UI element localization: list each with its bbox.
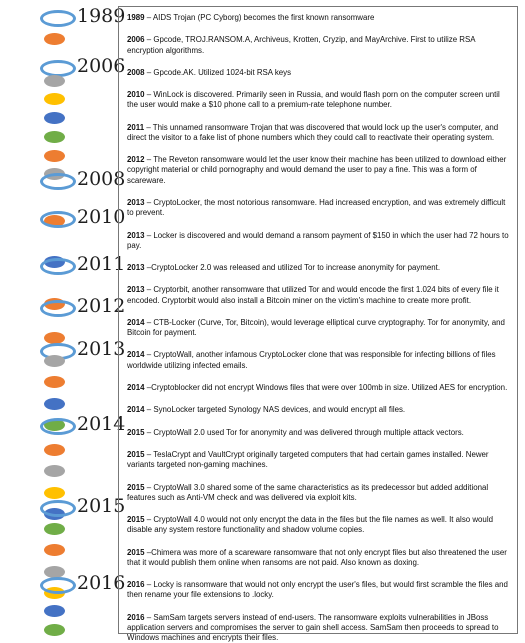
ransomware-dot [44,444,65,456]
entry-text: – SynoLocker targeted Synology NAS devices, and would encrypt all files. [144,405,406,415]
year-marker-ring [40,577,76,594]
entry-text: –Cryptoblocker did not encrypt Windows files that were over 100mb in size. Utilized AES for encryption. [144,382,508,392]
timeline-entry [127,613,509,643]
entry-text: – Locky is ransomware that would not only encrypt the user's files, but would first scramble the files and then rename your file extensions to .locky. [127,580,508,600]
timeline-description-card [118,6,518,642]
entry-text: – This unnamed ransomware Trojan that was discovered that would lock up the user's computer, and direct the visitor to a fake list of phone numbers which they could call to reactivate their operating system. [127,122,499,142]
entry-text: – CryptoLocker, the most notorious ransomware. Had increased encryption, and was extremely difficult to prevent. [127,197,506,218]
year-marker-ring [40,211,76,228]
entry-text: – Locker is discovered and would demand a ransom payment of $150 in which the user had 72 hours to pay. [127,230,509,250]
entry-text: – CTB-Locker (Curve, Tor, Bitcoin), would leverage elliptical curve cryptography. Tor for anonymity, and Bitcoin for payment. [127,317,505,338]
year-label: 1989 [77,5,126,27]
ransomware-dot [44,112,65,124]
year-marker-ring [40,173,76,190]
entry-year: 2008 [127,67,145,77]
entry-text: – Gpcode.AK. Utilized 1024-bit RSA keys [144,67,292,77]
entry-year: 2016 [127,612,145,622]
ransomware-dot [44,544,65,556]
entry-year: 2015 [127,450,145,460]
entry-text: – The Reveton ransomware would let the user know their machine has been utilized to download either copyright material or child pornography and would demand the user to pay a fine. This was a form of scareware. [127,155,507,185]
ransomware-dot [44,523,65,535]
ransomware-dot [44,624,65,636]
entry-text: – Gpcode, TROJ.RANSOM.A, Archiveus, Krotten, Cryzip, and MayArchive. First to utilize RSA encryption algorithms. [127,35,476,55]
entry-text: – CryptoWall 2.0 used Tor for anonymity and was delivered through multiple attack vectors. [144,427,464,437]
year-label: 2015 [77,495,126,517]
ransomware-dot [44,33,65,45]
year-label: 2010 [77,206,126,228]
year-marker-ring [40,418,76,435]
year-label: 2008 [77,168,126,190]
ransomware-dot [44,465,65,477]
timeline-entry [127,383,509,393]
entry-text: –CryptoLocker 2.0 was released and utilized Tor to increase anonymity for payment. [144,263,441,273]
timeline-entry [127,231,509,251]
entry-year: 2015 [127,427,145,437]
entry-year: 2014 [127,382,145,392]
timeline-entry [127,263,509,273]
year-label: 2006 [77,55,126,77]
year-label: 2014 [77,413,126,435]
entry-year: 2014 [127,317,145,327]
year-marker-ring [40,258,76,275]
entry-year: 2012 [127,155,145,165]
entry-year: 2014 [127,405,145,415]
timeline-entry [127,35,509,55]
entry-year: 2013 [127,197,145,207]
year-label: 2013 [77,338,126,360]
entry-text: – SamSam targets servers instead of end-users. The ransomware exploits vulnerabilities in JBoss application servers and compromises the server to gain shell access. SamSam then proceeds to spread to Windows machines and encrypts their files. [127,612,499,642]
timeline-entry [127,580,509,600]
year-marker-ring [40,500,76,517]
timeline-entry [127,285,509,305]
timeline-entry [127,318,509,338]
entry-year: 2016 [127,580,145,590]
ransomware-dot [44,376,65,388]
year-label: 2011 [77,253,126,275]
timeline-entry [127,450,509,470]
entry-text: –Chimera was more of a scareware ransomware that not only encrypt files but also threatened the user that it would publish them online when ransoms are not paid. Also known as doxing. [127,547,507,567]
entry-text: – Cryptorbit, another ransomware that utilized Tor and would encode the first 1.024 bits of every file it encoded. Cryptorbit would also install a Bitcoin miner on the victim's machine to create more profit. [127,285,499,305]
entry-year: 2015 [127,515,145,525]
ransomware-dot [44,93,65,105]
timeline-entry [127,155,509,185]
ransomware-dot [44,75,65,87]
entry-year: 2010 [127,90,145,100]
year-label: 2012 [77,295,126,317]
year-label: 2016 [77,572,126,594]
timeline [0,0,126,640]
entry-year: 2013 [127,263,145,273]
timeline-entry [127,68,509,78]
year-marker-ring [40,300,76,317]
ransomware-dot [44,398,65,410]
entry-year: 1989 [127,13,145,22]
entry-year: 2013 [127,230,145,240]
timeline-entry [127,13,509,23]
timeline-entry [127,350,509,370]
timeline-entry [127,428,509,438]
timeline-entry [127,515,509,535]
entry-year: 2014 [127,350,145,360]
entry-year: 2015 [127,482,145,492]
entry-text: – CryptoWall 4.0 would not only encrypt the data in the files but the file names as well. It also would disable any system restore functionality and shadow volume copies. [127,515,493,535]
entry-year: 2006 [127,35,145,45]
ransomware-dot [44,605,65,617]
ransomware-dot [44,355,65,367]
ransomware-dot [44,150,65,162]
timeline-entry [127,405,509,415]
entry-text: – CryptoWall, another infamous CryptoLocker clone that was responsible for infecting billions of files worldwide utilizing infected emails. [127,350,496,370]
ransomware-dot [44,487,65,499]
timeline-entry [127,123,509,143]
timeline-entry [127,483,509,503]
entry-year: 2011 [127,122,145,132]
timeline-entry [127,90,509,110]
entry-text: – CryptoWall 3.0 shared some of the same characteristics as its predecessor but added additional features such as Anti-VM check and was delivered via exploit kits. [127,482,489,502]
year-marker-ring [40,10,76,27]
entry-text: – WinLock is discovered. Primarily seen in Russia, and would flash porn on the computer screen until the user would make a $10 phone call to a premium-rate telephone number. [127,90,500,110]
ransomware-dot [44,131,65,143]
timeline-entry [127,548,509,568]
timeline-entry [127,198,509,218]
entry-year: 2013 [127,285,145,295]
entry-year: 2015 [127,547,145,557]
entry-text: – AIDS Trojan (PC Cyborg) becomes the first known ransomware [144,13,375,22]
entry-text: – TeslaCrypt and VaultCrypt originally targeted computers that had certain games installed. Newer variants targeted non-gaming machines. [127,450,489,470]
